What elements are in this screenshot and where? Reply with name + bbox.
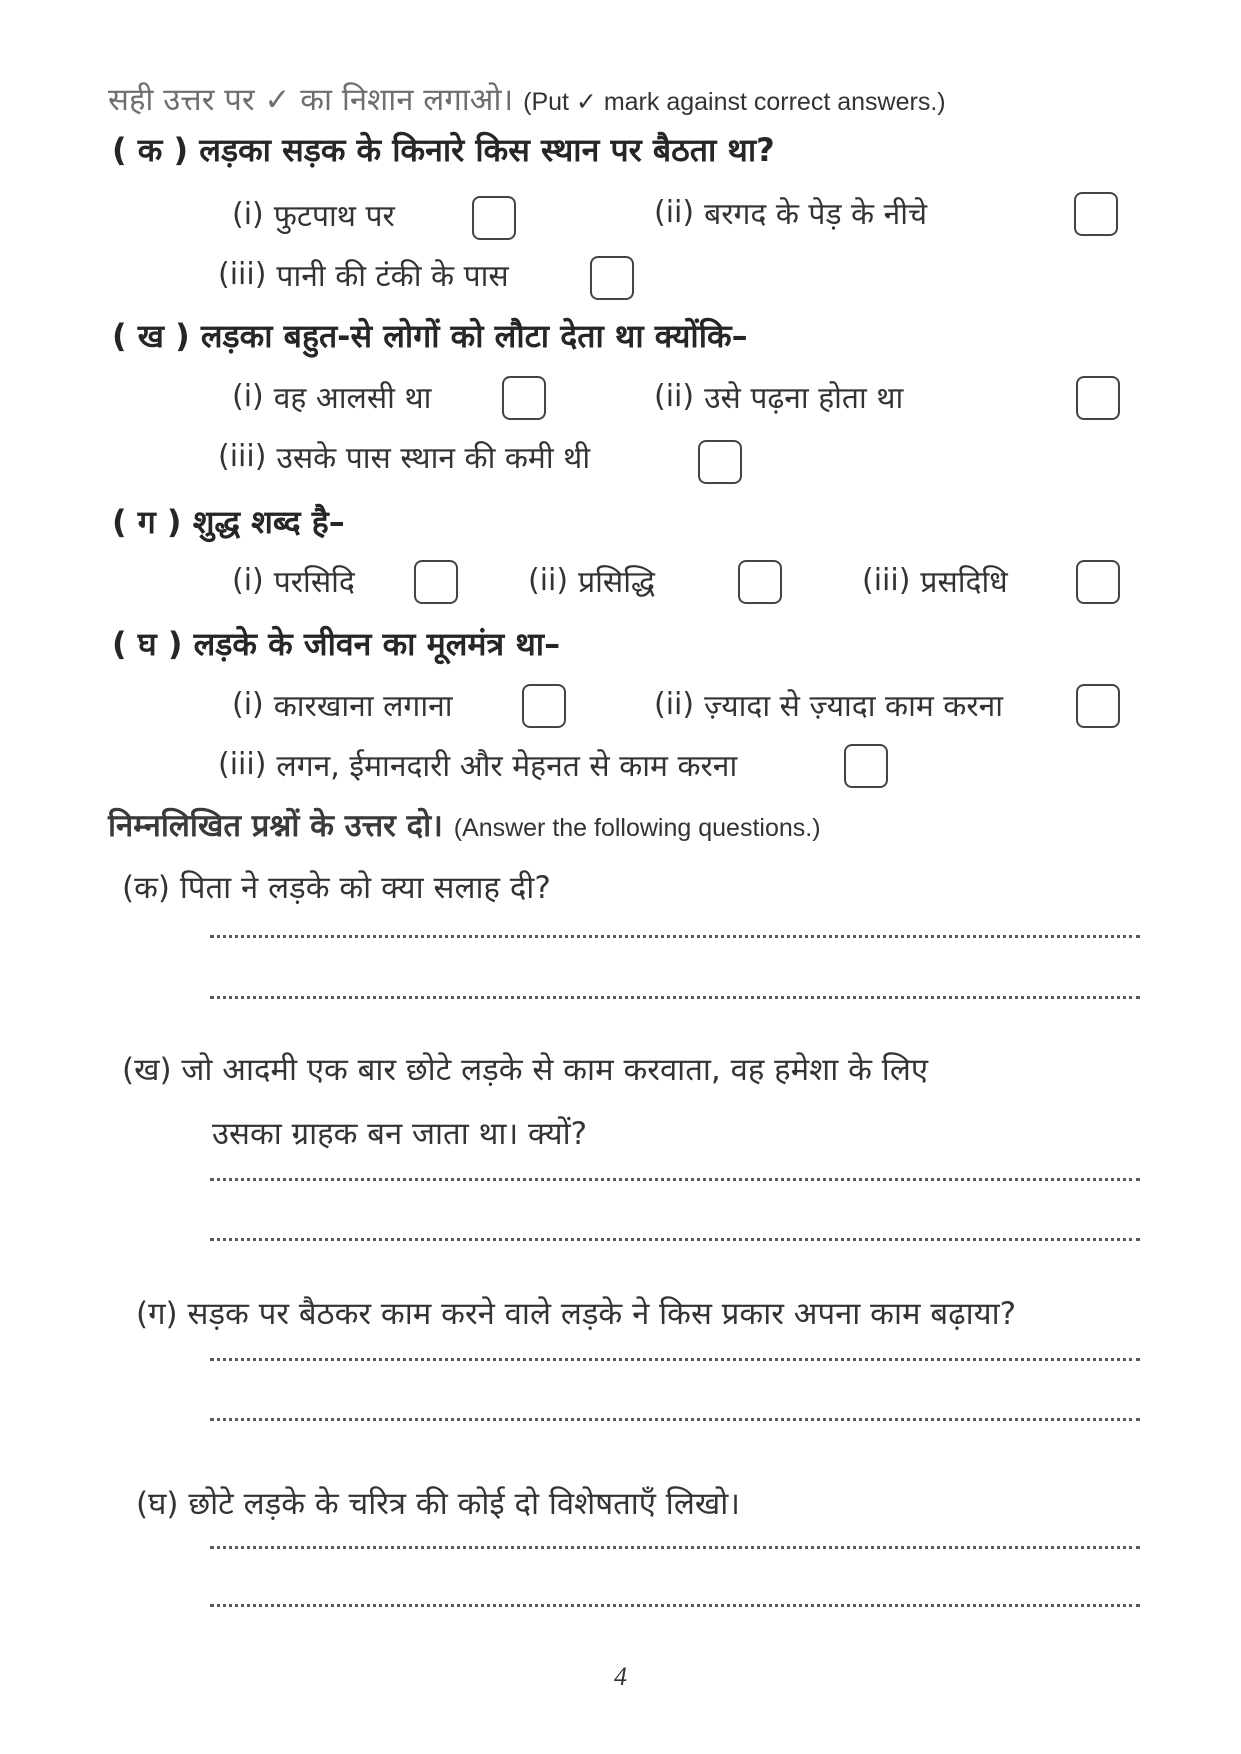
answer-line[interactable] <box>210 1604 1140 1607</box>
option-gha-i <box>232 684 453 725</box>
question-text: छोटे लड़के के चरित्र की कोई दो विशेषताएँ लिखो। <box>188 1486 740 1522</box>
answer-line[interactable] <box>210 996 1140 999</box>
option-number: (i) <box>232 687 264 722</box>
question-text: जो आदमी एक बार छोटे लड़के से काम करवाता, वह हमेशा के लिए <box>181 1052 928 1088</box>
option-text: परसिदि <box>273 565 355 600</box>
question-text: लड़का बहुत-से लोगों को लौटा देता था क्योंकि– <box>200 317 748 355</box>
option-text: फुटपाथ पर <box>273 199 395 234</box>
option-text: पानी की टंकी के पास <box>276 259 509 294</box>
page-number: 4 <box>614 1662 627 1691</box>
option-text: बरगद के पेड़ के नीचे <box>704 197 928 232</box>
option-text: प्रसदिधि <box>920 565 1008 600</box>
option-kha-iii <box>218 436 590 477</box>
section-heading-mcq <box>108 78 946 120</box>
section-heading-short-answers <box>108 804 821 846</box>
option-kha-i <box>232 376 431 417</box>
option-text: कारखाना लगाना <box>273 689 453 724</box>
question-text: शुद्ध शब्द है– <box>192 503 345 541</box>
option-kha-ii <box>654 376 903 417</box>
question-label: ( ग ) <box>112 503 182 541</box>
section-heading-hindi: सही उत्तर पर ✓ का निशान लगाओ। <box>108 82 514 118</box>
option-number: (ii) <box>654 195 695 230</box>
question-text: सड़क पर बैठकर काम करने वाले लड़के ने किस प्रकार अपना काम बढ़ाया? <box>187 1296 1017 1332</box>
option-ka-i <box>232 194 395 235</box>
question-label: (ख) <box>122 1052 172 1088</box>
option-number: (i) <box>232 563 264 598</box>
mcq-question-kha <box>112 314 748 357</box>
option-text: वह आलसी था <box>273 381 432 416</box>
answer-checkbox-gha-i[interactable] <box>522 684 566 728</box>
answer-line[interactable] <box>210 1546 1140 1549</box>
option-ga-i <box>232 560 355 601</box>
answer-checkbox-ka-iii[interactable] <box>590 256 634 300</box>
question-label: (घ) <box>136 1486 179 1522</box>
short-question-ga <box>136 1292 1016 1334</box>
option-number: (ii) <box>528 563 569 598</box>
question-text: लड़के के जीवन का मूलमंत्र था– <box>193 625 561 663</box>
question-label: ( घ ) <box>112 625 183 663</box>
short-question-gha <box>136 1482 740 1524</box>
section-heading-hindi: निम्नलिखित प्रश्नों के उत्तर दो। <box>108 808 443 844</box>
question-text: लड़का सड़क के किनारे किस स्थान पर बैठता था? <box>199 131 775 169</box>
option-text: लगन, ईमानदारी और मेहनत से काम करना <box>276 749 738 784</box>
mcq-question-gha <box>112 622 560 665</box>
answer-checkbox-ga-ii[interactable] <box>738 560 782 604</box>
option-number: (ii) <box>654 379 695 414</box>
option-number: (iii) <box>218 747 267 782</box>
answer-line[interactable] <box>210 1178 1140 1181</box>
option-ka-ii <box>654 192 927 233</box>
question-label: ( ख ) <box>112 317 190 355</box>
answer-line[interactable] <box>210 935 1140 938</box>
mcq-question-ka <box>112 128 775 171</box>
answer-checkbox-kha-ii[interactable] <box>1076 376 1120 420</box>
short-question-ka <box>122 866 551 908</box>
answer-checkbox-ka-i[interactable] <box>472 196 516 240</box>
answer-line[interactable] <box>210 1238 1140 1241</box>
option-text: प्रसिद्धि <box>578 565 655 600</box>
answer-line[interactable] <box>210 1358 1140 1361</box>
option-number: (iii) <box>218 439 267 474</box>
short-question-kha-line2: उसका ग्राहक बन जाता था। क्यों? <box>212 1116 588 1152</box>
short-question-kha <box>122 1048 928 1090</box>
option-ga-iii <box>862 560 1008 601</box>
question-label: (क) <box>122 870 170 906</box>
question-text: पिता ने लड़के को क्या सलाह दी? <box>179 870 551 906</box>
section-heading-english: (Put ✓ mark against correct answers.) <box>523 88 946 116</box>
option-number: (iii) <box>862 563 911 598</box>
question-label: (ग) <box>136 1296 178 1332</box>
option-ka-iii <box>218 254 509 295</box>
mcq-question-ga <box>112 500 345 543</box>
answer-checkbox-ka-ii[interactable] <box>1074 192 1118 236</box>
answer-checkbox-gha-iii[interactable] <box>844 744 888 788</box>
option-gha-ii <box>654 684 1003 725</box>
question-label: ( क ) <box>112 131 189 169</box>
answer-checkbox-ga-iii[interactable] <box>1076 560 1120 604</box>
option-text: उसे पढ़ना होता था <box>704 381 904 416</box>
answer-checkbox-gha-ii[interactable] <box>1076 684 1120 728</box>
option-number: (iii) <box>218 257 267 292</box>
option-text: ज़्यादा से ज़्यादा काम करना <box>704 689 1004 724</box>
option-number: (ii) <box>654 687 695 722</box>
answer-line[interactable] <box>210 1418 1140 1421</box>
option-text: उसके पास स्थान की कमी थी <box>276 441 591 476</box>
option-number: (i) <box>232 197 264 232</box>
option-number: (i) <box>232 379 264 414</box>
option-gha-iii <box>218 744 737 785</box>
answer-checkbox-ga-i[interactable] <box>414 560 458 604</box>
option-ga-ii <box>528 560 655 601</box>
section-heading-english: (Answer the following questions.) <box>453 814 821 842</box>
answer-checkbox-kha-i[interactable] <box>502 376 546 420</box>
answer-checkbox-kha-iii[interactable] <box>698 440 742 484</box>
